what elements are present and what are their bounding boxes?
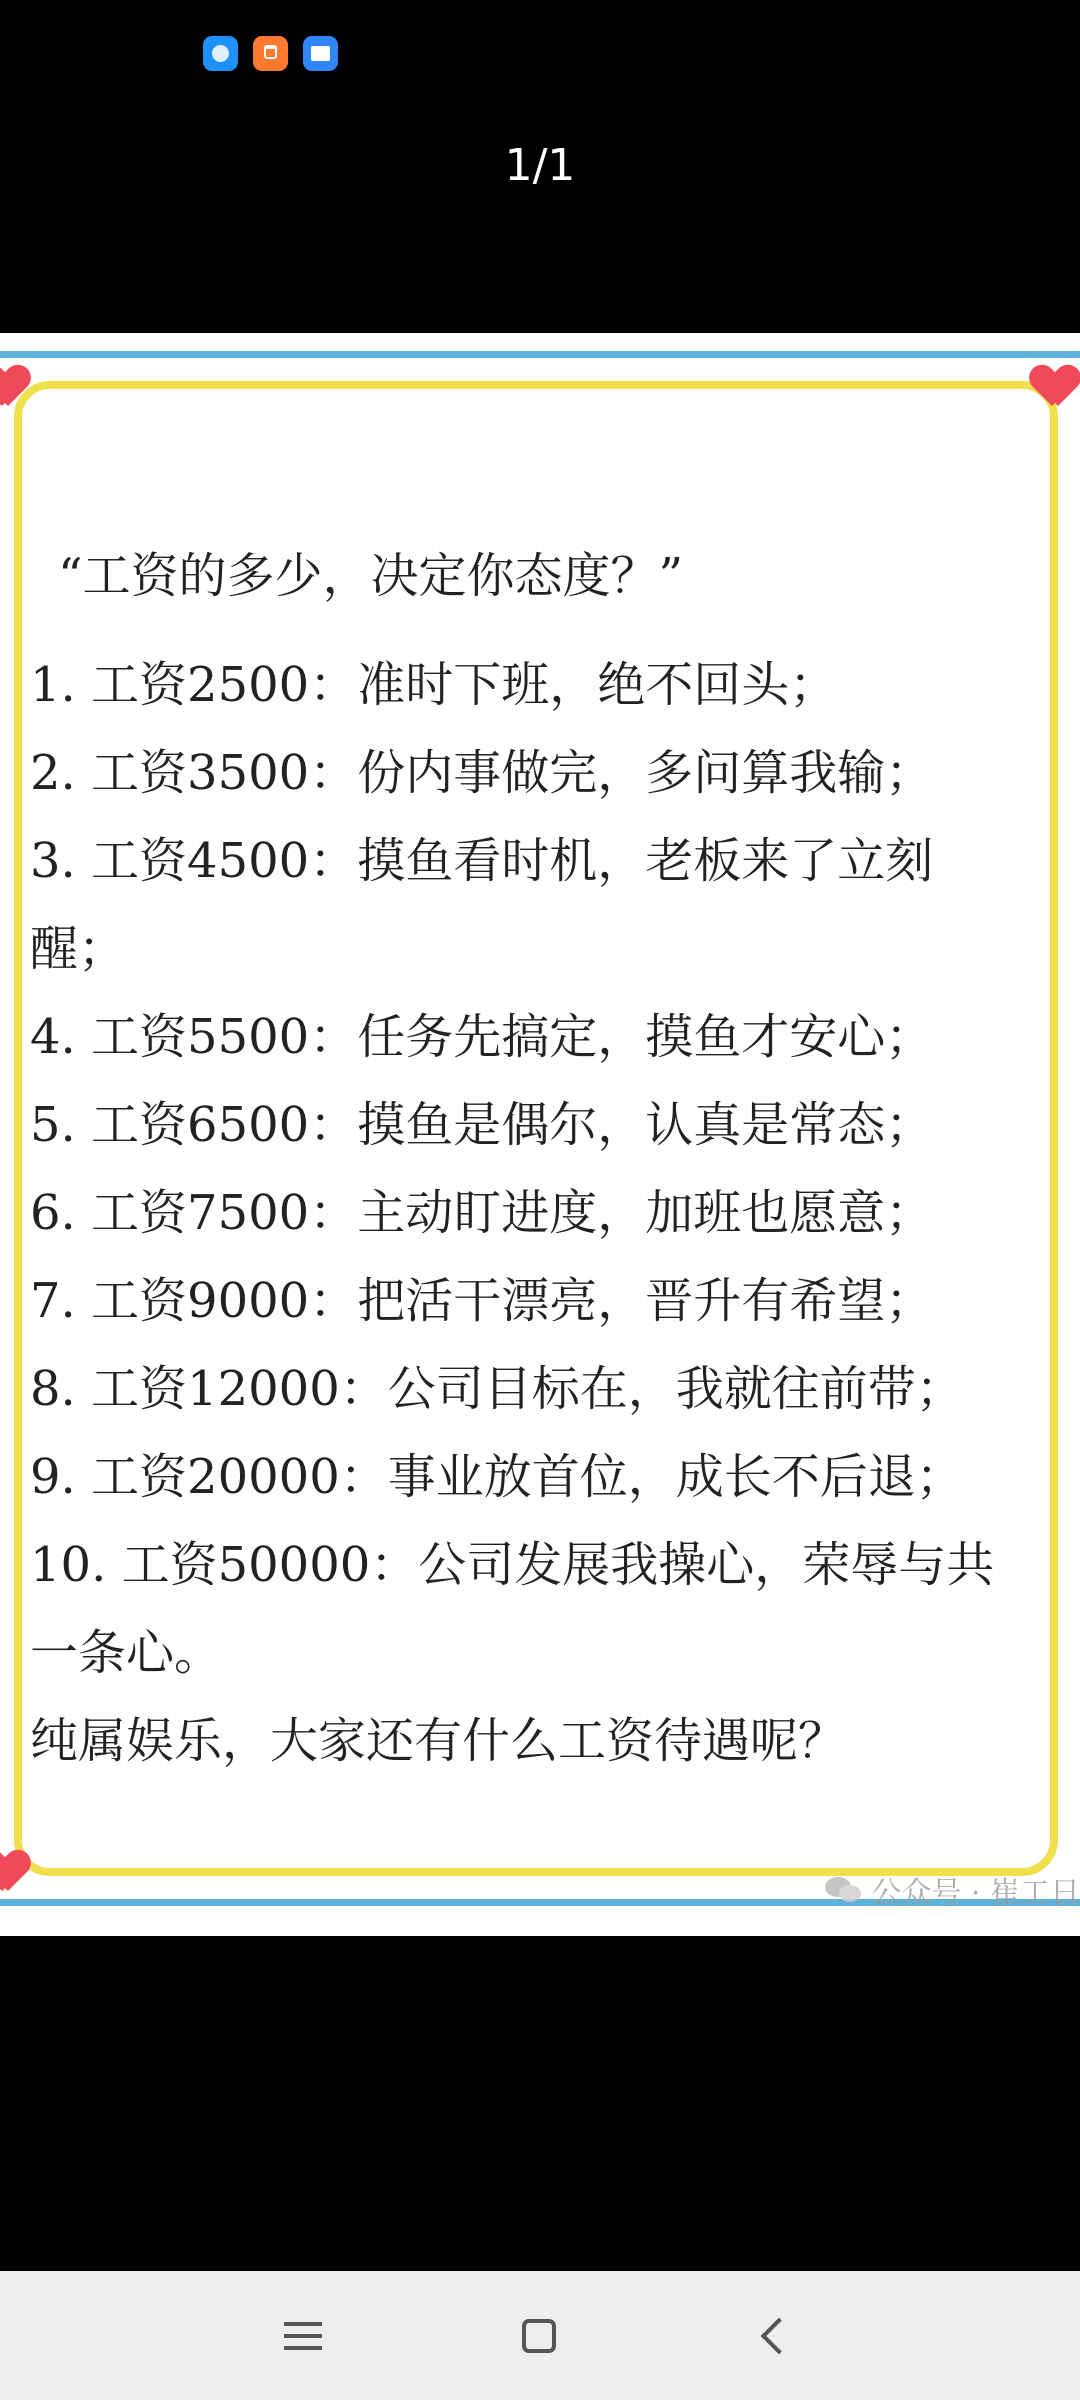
heart-icon — [0, 366, 28, 408]
image-viewer[interactable] — [0, 333, 1080, 1936]
home-button[interactable] — [504, 2301, 574, 2371]
poem-line: 4. 工资5500：任务先搞定，摸鱼才安心； — [30, 1009, 934, 1065]
back-icon — [761, 2318, 798, 2355]
watermark — [825, 1868, 1080, 1912]
shop-app-icon — [253, 36, 288, 71]
poem-text — [30, 541, 1040, 1785]
menu-icon — [284, 2322, 322, 2350]
home-icon — [522, 2319, 556, 2353]
poem-line: 一条心。 — [30, 1625, 223, 1681]
wechat-icon — [825, 1875, 863, 1905]
watermark-text: 公众号 · 崔工日 — [871, 1876, 1080, 1911]
poem-line: 10. 工资50000：公司发展我操心，荣辱与共 — [30, 1537, 995, 1593]
poem-title: “工资的多少，决定你态度？” — [58, 548, 684, 604]
poem-line: 9. 工资20000：事业放首位，成长不后退； — [30, 1449, 964, 1505]
heart-icon — [1032, 366, 1078, 408]
poem-line: 5. 工资6500：摸鱼是偶尔，认真是常态； — [30, 1097, 934, 1153]
back-button[interactable] — [739, 2301, 809, 2371]
poem-line: 6. 工资7500：主动盯进度，加班也愿意； — [30, 1185, 934, 1241]
page-counter: 1/1 — [504, 140, 576, 191]
navigation-bar — [0, 2271, 1080, 2400]
poem-line: 2. 工资3500：份内事做完，多问算我输； — [30, 745, 934, 801]
poem-line: 醒； — [30, 921, 127, 977]
heart-icon — [0, 1851, 28, 1893]
poem-line: 1. 工资2500：准时下班，绝不回头； — [30, 657, 838, 713]
poem-line: 纯属娱乐，大家还有什么工资待遇呢？ — [30, 1713, 847, 1769]
wallet-app-icon — [303, 36, 338, 71]
status-bar-icons — [203, 36, 338, 71]
chat-app-icon — [203, 36, 238, 71]
recent-apps-button[interactable] — [268, 2301, 338, 2371]
poem-line: 3. 工资4500：摸鱼看时机，老板来了立刻 — [30, 833, 934, 889]
poem-line: 7. 工资9000：把活干漂亮，晋升有希望； — [30, 1273, 934, 1329]
poem-line: 8. 工资12000：公司目标在，我就往前带； — [30, 1361, 964, 1417]
